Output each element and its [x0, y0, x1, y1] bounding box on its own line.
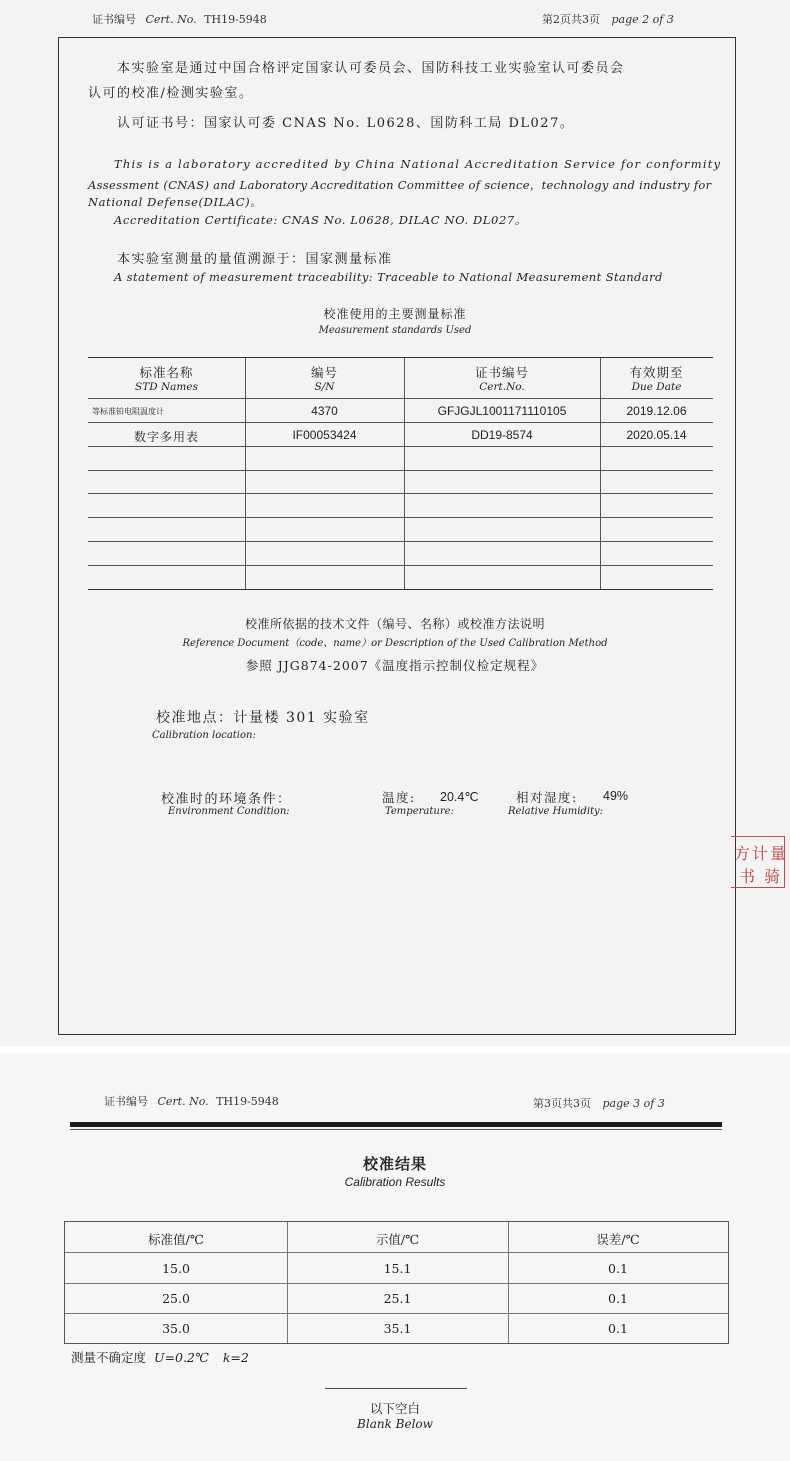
header-cert-no-en: Cert.No. — [479, 381, 525, 393]
certificate-number-cn: 认可证书号：国家认可委 CNAS No. L0628、国防科工局 DL027。 — [117, 116, 575, 131]
certificate-page-3 — [0, 1053, 790, 1461]
result-row2-standard: 25.0 — [162, 1291, 190, 1306]
table-row-divider — [88, 422, 713, 423]
result-row1-standard: 15.0 — [162, 1261, 190, 1276]
calibration-location-cn: 校准地点：计量楼 301 实验室 — [156, 710, 370, 726]
cert-label-en: Cert. No. — [145, 13, 197, 26]
standards-title-cn: 校准使用的主要测量标准 — [323, 307, 467, 321]
header-std-name-cn: 标准名称 — [139, 365, 194, 380]
std-row1-cert: GFJGJL1001171110105 — [437, 404, 567, 418]
results-title-en: Calibration Results — [344, 1175, 446, 1189]
table-row-divider — [88, 565, 713, 566]
result-row2-indicated: 25.1 — [383, 1291, 412, 1306]
accreditation-en-line1: This is a laboratory accredited by China National Accreditation Service for conformity — [114, 157, 722, 171]
page-header-left — [104, 1093, 279, 1109]
page-header-right — [542, 11, 674, 27]
std-row1-due: 2019.12.06 — [626, 404, 687, 418]
calibration-location-en: Calibration location: — [152, 730, 256, 741]
temperature-value: 20.4℃ — [440, 790, 479, 804]
table-row-divider — [65, 1313, 728, 1314]
accreditation-en-line2: Assessment (CNAS) and Laboratory Accreditation Committee of science，technology and industry for — [88, 178, 712, 192]
page-number-en: page 3 of 3 — [602, 1097, 665, 1110]
standards-table — [88, 357, 713, 590]
table-header-divider — [88, 398, 713, 399]
cert-number: TH19-5948 — [216, 1095, 279, 1108]
humidity-value: 49% — [603, 789, 629, 803]
table-row-divider — [88, 470, 713, 471]
blank-below-en: Blank Below — [357, 1417, 433, 1431]
table-row-divider — [88, 541, 713, 542]
header-indicated-value: 示值/℃ — [375, 1232, 420, 1247]
header-rule — [70, 1122, 722, 1127]
page-separator — [0, 1046, 790, 1053]
accreditation-cn-line1: 本实验室是通过中国合格评定国家认可委员会、国防科技工业实验室认可委员会 — [117, 61, 625, 76]
temperature-label-en: Temperature: — [385, 806, 454, 817]
result-row1-error: 0.1 — [608, 1261, 628, 1276]
std-row2-due: 2020.05.14 — [626, 428, 687, 442]
page-header-left — [92, 11, 267, 27]
humidity-label-en: Relative Humidity: — [508, 806, 604, 817]
uncertainty-value: U=0.2℃ — [154, 1350, 209, 1365]
results-table — [64, 1221, 729, 1344]
uncertainty-line — [71, 1348, 249, 1366]
humidity-label-cn: 相对湿度: — [516, 790, 578, 805]
page-number-cn: 第3页共3页 — [533, 1097, 591, 1110]
traceability-cn: 本实验室测量的量值溯源于：国家测量标准 — [117, 252, 393, 267]
uncertainty-label: 测量不确定度 — [71, 1350, 147, 1365]
page-number-cn: 第2页共3页 — [542, 13, 600, 26]
reference-title-cn: 校准所依据的技术文件（编号、名称）或校准方法说明 — [244, 617, 545, 631]
header-std-name-en: STD Names — [135, 381, 198, 393]
std-row1-name: 等标准铂电阻温度计 — [92, 407, 164, 416]
traceability-en: A statement of measurement traceability: Traceable to National Measurement Standard — [114, 270, 663, 284]
cert-label-en: Cert. No. — [157, 1095, 209, 1108]
result-row3-indicated: 35.1 — [383, 1321, 412, 1336]
header-standard-value: 标准值/℃ — [148, 1232, 204, 1247]
header-sn-en: S/N — [314, 381, 335, 393]
accreditation-en-line3: National Defense(DILAC)。 — [88, 195, 263, 209]
table-row-divider — [65, 1252, 728, 1253]
cert-number: TH19-5948 — [204, 13, 267, 26]
cert-label-cn: 证书编号 — [92, 13, 136, 26]
environment-en: Environment Condition: — [168, 806, 290, 817]
seal-stamp — [731, 836, 789, 888]
table-row-divider — [65, 1283, 728, 1284]
results-title-cn: 校准结果 — [362, 1155, 427, 1173]
header-rule-thin — [70, 1129, 722, 1130]
table-row-divider — [88, 517, 713, 518]
page-number-en: page 2 of 3 — [611, 13, 674, 26]
temperature-label-cn: 温度: — [382, 790, 416, 805]
header-due-date-cn: 有效期至 — [629, 365, 684, 380]
coverage-factor: k=2 — [222, 1350, 249, 1365]
header-cert-no-cn: 证书编号 — [474, 365, 529, 380]
certificate-number-en: Accreditation Certificate: CNAS No. L0628, DILAC NO. DL027。 — [114, 213, 527, 227]
reference-title-en: Reference Document（code、name）or Description of the Used Calibration Method — [182, 638, 608, 649]
result-row3-standard: 35.0 — [162, 1321, 190, 1336]
blank-below-cn: 以下空白 — [369, 1401, 420, 1416]
std-row2-cert: DD19-8574 — [471, 428, 533, 442]
environment-cn: 校准时的环境条件： — [161, 792, 292, 807]
result-row1-indicated: 15.1 — [383, 1261, 412, 1276]
accreditation-cn-line2: 认可的校准/检测实验室。 — [88, 86, 254, 101]
header-due-date-en: Due Date — [631, 381, 682, 393]
header-error: 误差/℃ — [596, 1232, 640, 1247]
blank-rule — [325, 1388, 467, 1389]
stamp-line2: 书 骑 — [739, 867, 783, 886]
table-row-divider — [88, 446, 713, 447]
std-row1-sn: 4370 — [311, 404, 338, 418]
standards-title-en: Measurement standards Used — [318, 325, 472, 336]
stamp-line1: 方计量 — [734, 844, 789, 863]
result-row3-error: 0.1 — [608, 1321, 628, 1336]
table-row-divider — [88, 493, 713, 494]
page-header-right — [533, 1095, 665, 1111]
cert-label-cn: 证书编号 — [104, 1095, 148, 1108]
result-row2-error: 0.1 — [608, 1291, 628, 1306]
std-row2-sn: IF00053424 — [292, 428, 357, 442]
std-row2-name: 数字多用表 — [133, 430, 199, 444]
header-sn-cn: 编号 — [310, 365, 338, 380]
reference-document: 参照 JJG874-2007《温度指示控制仪检定规程》 — [245, 658, 545, 673]
